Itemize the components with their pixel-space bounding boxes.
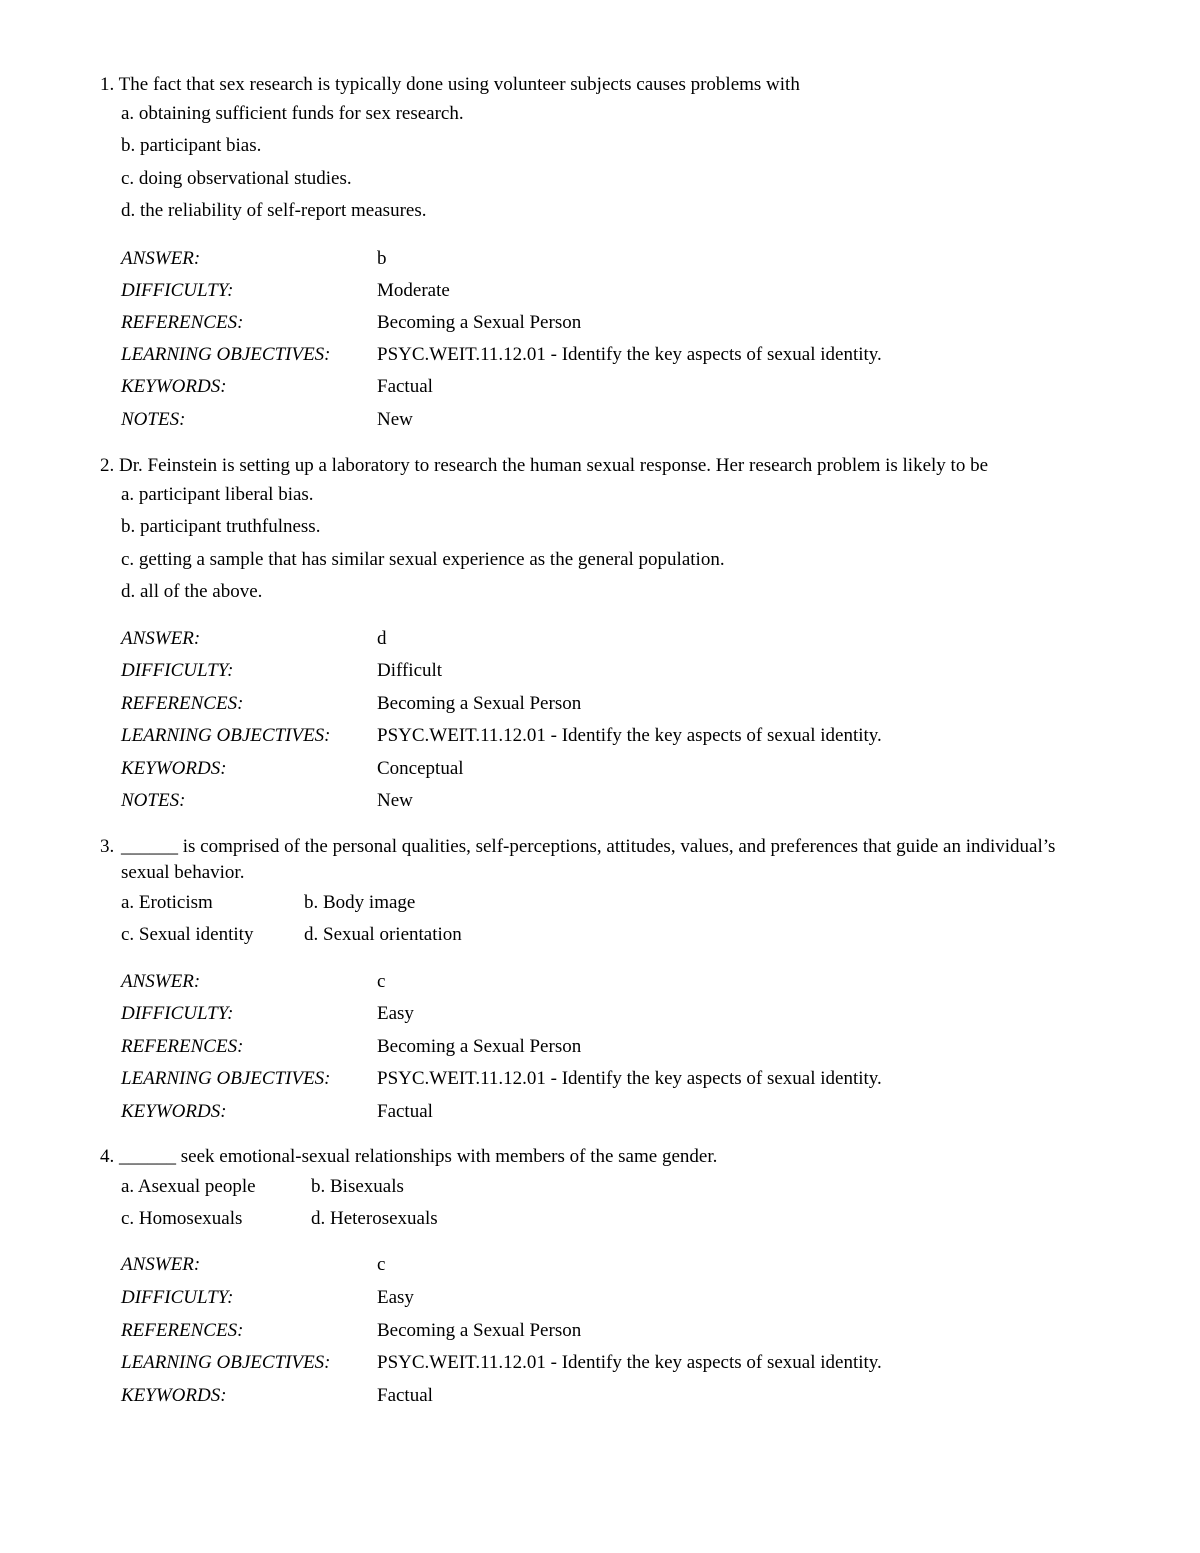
question-number: 2. [100, 455, 115, 476]
option-b: b. participant truthfulness. [121, 516, 321, 537]
option-c: c. Homosexuals [121, 1208, 243, 1229]
references-label: REFERENCES: [121, 1320, 244, 1341]
difficulty-label: DIFFICULTY: [121, 1003, 234, 1024]
option-d: d. the reliability of self-report measures. [121, 200, 427, 221]
question-number: 4. [100, 1146, 115, 1167]
option-a: a. obtaining sufficient funds for sex research. [121, 103, 464, 124]
objectives-value: PSYC.WEIT.11.12.01 - Identify the key aspects of sexual identity. [377, 725, 882, 746]
keywords-label: KEYWORDS: [121, 758, 227, 779]
option-a: a. participant liberal bias. [121, 484, 314, 505]
keywords-value: Conceptual [377, 758, 464, 779]
option-c: c. Sexual identity [121, 924, 254, 945]
objectives-label: LEARNING OBJECTIVES: [121, 725, 331, 746]
question-text: The fact that sex research is typically done using volunteer subjects causes problems with [118, 74, 800, 95]
references-value: Becoming a Sexual Person [377, 693, 582, 714]
answer-label: ANSWER: [121, 971, 201, 992]
notes-label: NOTES: [121, 790, 186, 811]
option-a: a. Asexual people [121, 1176, 256, 1197]
keywords-value: Factual [377, 376, 433, 397]
option-c: c. getting a sample that has similar sexual experience as the general population. [121, 549, 725, 570]
keywords-label: KEYWORDS: [121, 376, 227, 397]
keywords-value: Factual [377, 1101, 433, 1122]
option-a: a. Eroticism [121, 892, 213, 913]
question-number: 3. [100, 836, 115, 857]
notes-value: New [377, 790, 413, 811]
option-c: c. doing observational studies. [121, 168, 352, 189]
question-text: Dr. Feinstein is setting up a laboratory to research the human sexual response. Her research problem is likely to be [119, 455, 988, 476]
option-d: d. Heterosexuals [311, 1208, 438, 1229]
objectives-value: PSYC.WEIT.11.12.01 - Identify the key aspects of sexual identity. [377, 1352, 882, 1373]
difficulty-label: DIFFICULTY: [121, 280, 234, 301]
references-value: Becoming a Sexual Person [377, 312, 582, 333]
question-4-stem [100, 1146, 717, 1168]
option-d: d. Sexual orientation [304, 924, 462, 945]
references-label: REFERENCES: [121, 312, 244, 333]
answer-value: d [377, 628, 387, 649]
notes-value: New [377, 409, 413, 430]
question-1-stem [100, 74, 800, 96]
answer-value: b [377, 248, 387, 269]
objectives-label: LEARNING OBJECTIVES: [121, 1352, 331, 1373]
difficulty-value: Difficult [377, 660, 443, 681]
answer-label: ANSWER: [121, 1254, 201, 1275]
option-b: b. participant bias. [121, 135, 262, 156]
keywords-label: KEYWORDS: [121, 1101, 227, 1122]
notes-label: NOTES: [121, 409, 186, 430]
difficulty-label: DIFFICULTY: [121, 660, 234, 681]
keywords-value: Factual [377, 1385, 433, 1406]
difficulty-label: DIFFICULTY: [121, 1287, 234, 1308]
option-b: b. Bisexuals [311, 1176, 404, 1197]
difficulty-value: Moderate [377, 280, 450, 301]
answer-label: ANSWER: [121, 248, 201, 269]
option-d: d. all of the above. [121, 581, 263, 602]
keywords-label: KEYWORDS: [121, 1385, 227, 1406]
objectives-value: PSYC.WEIT.11.12.01 - Identify the key aspects of sexual identity. [377, 1068, 882, 1089]
question-text: ______ seek emotional-sexual relationships with members of the same gender. [119, 1146, 718, 1167]
difficulty-value: Easy [377, 1003, 414, 1024]
difficulty-value: Easy [377, 1287, 414, 1308]
answer-value: c [377, 971, 386, 992]
objectives-label: LEARNING OBJECTIVES: [121, 344, 331, 365]
references-value: Becoming a Sexual Person [377, 1036, 582, 1057]
question-text: ______ is comprised of the personal qualities, self-perceptions, attitudes, values, and preferences that guide an individual’s sexual behavior. [121, 836, 1056, 883]
answer-label: ANSWER: [121, 628, 201, 649]
question-2-stem [100, 455, 988, 477]
references-label: REFERENCES: [121, 693, 244, 714]
question-number: 1. [100, 74, 115, 95]
option-b: b. Body image [304, 892, 416, 913]
references-label: REFERENCES: [121, 1036, 244, 1057]
objectives-value: PSYC.WEIT.11.12.01 - Identify the key aspects of sexual identity. [377, 344, 882, 365]
objectives-label: LEARNING OBJECTIVES: [121, 1068, 331, 1089]
references-value: Becoming a Sexual Person [377, 1320, 582, 1341]
answer-value: c [377, 1254, 386, 1275]
